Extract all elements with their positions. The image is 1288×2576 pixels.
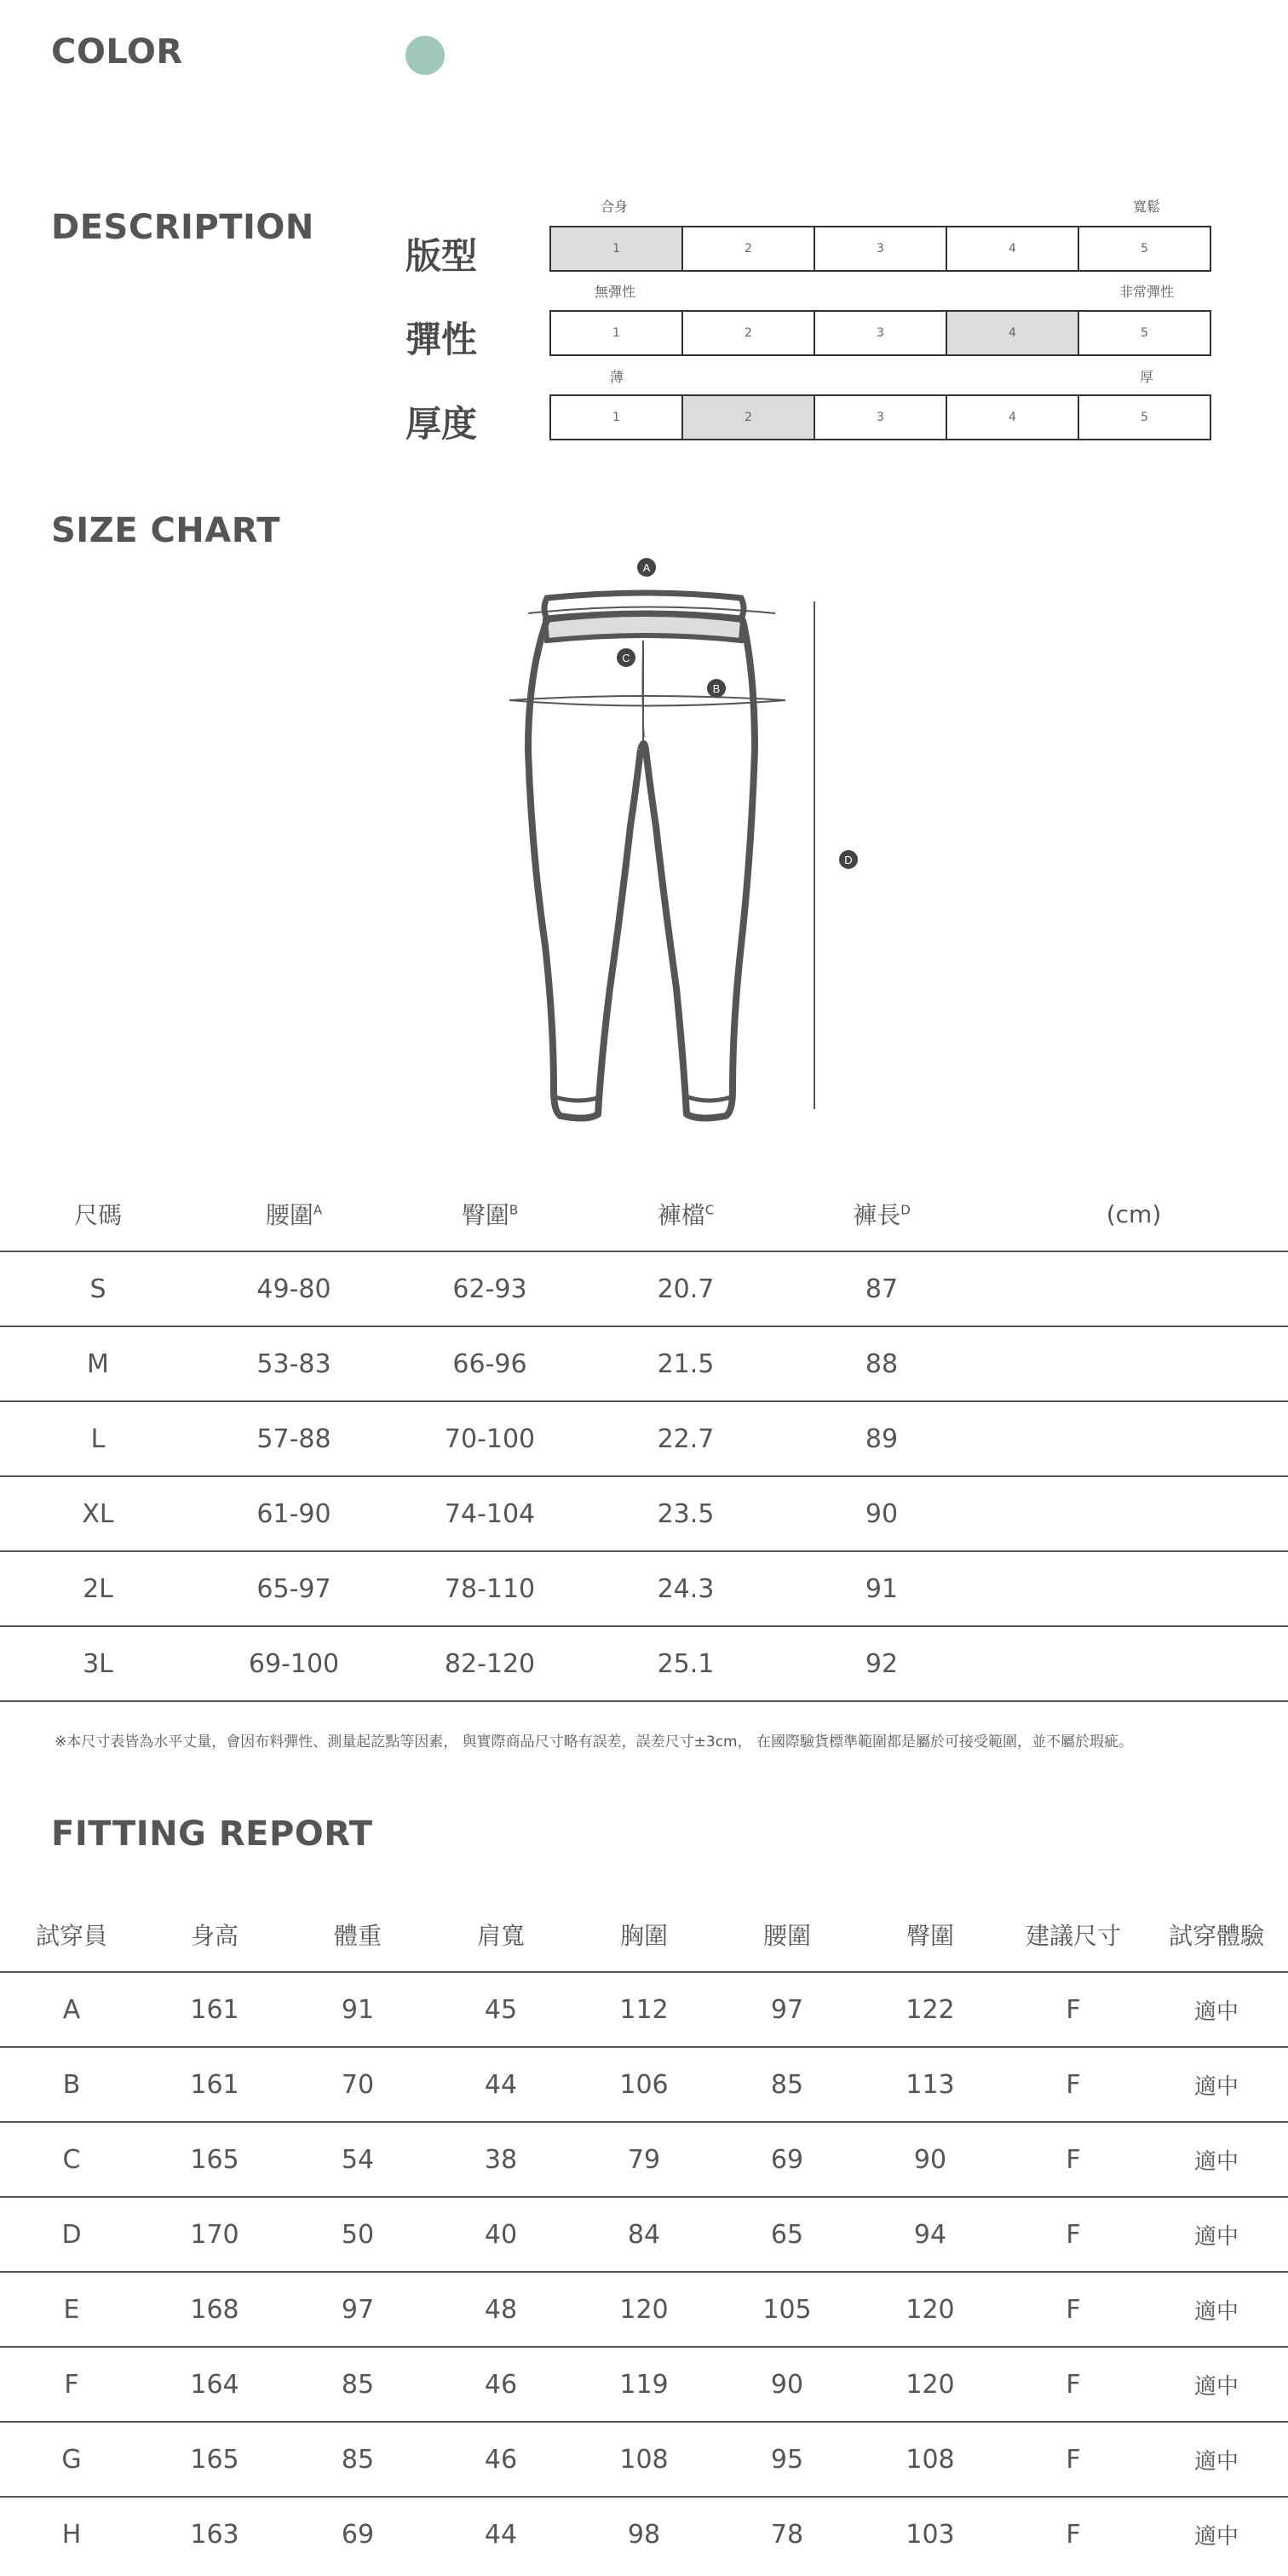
size-cell: 70-100 [444,1423,536,1454]
fitting-header-cell: 建議尺寸 [1025,1922,1121,1950]
fitting-cell: 79 [627,2144,661,2175]
fitting-cell: 105 [762,2294,812,2325]
size-cell: 65-97 [256,1573,331,1604]
size-table-header [0,1177,1288,1251]
marker-c [617,648,635,667]
fitting-cell: G [61,2444,82,2475]
fitting-cell: B [62,2069,81,2100]
fitting-cell: 113 [906,2069,955,2100]
fitting-cell: 適中 [1193,2148,1239,2175]
elasticity-left-caption: 無彈性 [595,284,636,300]
fitting-cell: 85 [341,2444,375,2475]
size-cell: 66-96 [452,1348,527,1379]
fitting-cell: 84 [627,2219,661,2250]
fitting-cell: 適中 [1193,2448,1239,2475]
fitting-cell: 適中 [1193,2298,1239,2325]
size-cell: 62-93 [452,1274,527,1304]
fitting-cell: 85 [341,2369,375,2400]
scale-step: 2 [683,227,815,270]
fitting-cell: 120 [619,2294,669,2325]
size-cell: 23.5 [657,1498,715,1529]
description-title: DESCRIPTION [51,208,314,247]
marker-b [707,679,726,698]
table-row [0,1325,1288,1400]
fitting-cell: 108 [619,2444,669,2475]
fitting-header-cell: 胸圍 [619,1922,668,1950]
hip-measure-line-back [509,700,785,706]
fitting-cell: 97 [770,1994,804,2025]
fitting-cell: 94 [913,2219,947,2250]
fitting-cell: 120 [906,2294,955,2325]
scale-step: 4 [947,312,1079,354]
fitting-cell: 65 [770,2219,804,2250]
size-cell: 22.7 [657,1423,715,1454]
size-cell: L [90,1423,106,1454]
fitting-cell: A [62,1994,81,2025]
scale-step: 1 [551,312,683,354]
scale-step: 5 [1141,411,1148,424]
size-header-cell: 褲檔$^C$ [657,1201,715,1229]
fitting-header-cell: 身高 [190,1922,239,1950]
elasticity-right-caption: 非常彈性 [1119,284,1175,300]
fit-left-caption: 合身 [601,198,629,215]
table-row [0,1625,1288,1702]
fitting-cell: 163 [190,2519,239,2550]
table-row [0,2496,1288,2571]
size-cell: 74-104 [444,1498,536,1529]
fitting-cell: 161 [190,1994,239,2025]
size-cell: 92 [865,1648,899,1679]
fitting-cell: F [1066,2069,1081,2100]
fitting-cell: 119 [619,2369,669,2400]
fitting-cell: F [1066,2144,1081,2175]
fitting-cell: 164 [190,2369,239,2400]
fitting-cell: 40 [484,2219,518,2250]
scale-step: 3 [815,227,947,270]
size-cell: 82-120 [444,1648,536,1679]
thickness-right-caption: 厚 [1140,369,1154,385]
fitting-cell: 54 [341,2144,375,2175]
fit-label: 版型 [405,235,478,277]
fitting-cell: 112 [619,1994,669,2025]
table-row [0,1400,1288,1475]
fitting-cell: 85 [770,2069,804,2100]
fitting-cell: 91 [341,1994,375,2025]
marker-d [839,850,858,869]
fitting-cell: H [61,2519,82,2550]
svg-text:D: D [844,854,853,866]
size-header-cell: (cm) [1106,1199,1162,1228]
fitting-cell: 50 [341,2219,375,2250]
fit-scale [549,226,1211,272]
fitting-cell: 108 [906,2444,955,2475]
fitting-header-cell: 臀圍 [906,1922,954,1950]
table-row [0,1475,1288,1550]
table-row [0,2271,1288,2346]
fitting-cell: 98 [627,2519,661,2550]
fitting-cell: 161 [190,2069,239,2100]
fitting-cell: 95 [770,2444,804,2475]
scale-step: 3 [815,396,947,439]
fitting-cell: 適中 [1193,1998,1239,2025]
fitting-cell: F [1066,2519,1081,2550]
size-header-cell: 腰圍$^A$ [265,1201,323,1229]
table-row [0,2421,1288,2496]
fitting-cell: 69 [770,2144,804,2175]
fitting-cell: 122 [906,1994,955,2025]
fitting-cell: 78 [770,2519,804,2550]
table-row [0,1971,1288,2046]
marker-a [637,558,656,577]
fitting-cell: 46 [484,2444,518,2475]
fitting-cell: 170 [190,2219,239,2250]
size-cell: S [89,1274,106,1304]
table-row [0,1251,1288,1325]
size-header-cell: 臀圍$^B$ [461,1201,519,1229]
scale-step: 5 [1141,326,1148,340]
svg-text:C: C [622,652,630,664]
size-chart-title: SIZE CHART [51,511,281,550]
size-cell: 20.7 [657,1274,715,1304]
svg-text:B: B [712,682,721,695]
svg-text:A: A [642,561,651,574]
thickness-label: 厚度 [405,403,478,445]
fitting-cell: 97 [341,2294,375,2325]
scale-step: 1 [551,396,683,439]
left-leg-outline [528,620,641,1118]
fitting-cell: 38 [484,2144,518,2175]
table-row [0,1550,1288,1625]
fitting-header-cell: 體重 [333,1922,382,1950]
fitting-header-cell: 肩寬 [476,1922,525,1950]
scale-step: 2 [683,312,815,354]
table-row [0,2046,1288,2121]
size-cell: 87 [865,1274,899,1304]
fitting-cell: 45 [484,1994,518,2025]
size-cell: 24.3 [657,1573,715,1604]
scale-step: 5 [1141,242,1148,256]
size-cell: 61-90 [256,1498,331,1529]
fitting-report-title: FITTING REPORT [51,1814,373,1854]
thickness-scale [549,394,1211,440]
size-cell: 88 [865,1348,899,1379]
size-note: ※本尺寸表皆為水平丈量，會因布料彈性、測量起訖點等因素， 與實際商品尺寸略有誤差，誤差尺寸±3cm， 在國際驗貨標準範圍都是屬於可接受範圍，並不屬於瑕疵。 [55,1734,1134,1751]
fitting-cell: 106 [619,2069,669,2100]
fitting-cell: 168 [190,2294,239,2325]
fitting-cell: 適中 [1193,2223,1239,2250]
size-cell: 90 [865,1498,899,1529]
size-cell: 53-83 [256,1348,331,1379]
fitting-cell: 適中 [1193,2523,1239,2550]
right-leg-outline [641,620,755,1118]
color-title: COLOR [51,32,183,72]
fitting-table [0,1898,1288,2571]
size-cell: 25.1 [657,1648,715,1679]
hip-measure-line [509,696,785,700]
color-swatch[interactable] [405,36,445,75]
fitting-cell: C [62,2144,81,2175]
fitting-cell: 90 [770,2369,804,2400]
size-cell: 3L [83,1648,113,1679]
fitting-cell: F [1066,1994,1081,2025]
fitting-table-header [0,1898,1288,1971]
table-row [0,2346,1288,2421]
scale-step: 1 [551,227,683,270]
scale-step: 2 [683,396,815,439]
fitting-cell: 48 [484,2294,518,2325]
fitting-cell: 46 [484,2369,518,2400]
fitting-cell: 165 [190,2444,239,2475]
size-cell: 69-100 [248,1648,340,1679]
elasticity-scale [549,310,1211,356]
size-cell: XL [82,1498,114,1529]
fitting-cell: 165 [190,2144,239,2175]
fitting-cell: 69 [341,2519,375,2550]
size-table [0,1177,1288,1702]
size-header-cell: 褲長$^D$ [853,1201,911,1229]
thickness-left-caption: 薄 [610,369,624,385]
fitting-cell: 120 [906,2369,955,2400]
size-cell: 78-110 [444,1573,536,1604]
fitting-cell: 90 [913,2144,947,2175]
fitting-cell: F [1066,2219,1081,2250]
fitting-cell: 適中 [1193,2073,1239,2100]
elasticity-label: 彈性 [405,319,478,360]
fitting-cell: 適中 [1193,2373,1239,2400]
fitting-cell: 44 [484,2519,518,2550]
size-cell: 49-80 [256,1274,331,1304]
size-cell: 89 [865,1423,899,1454]
fitting-header-cell: 試穿員 [35,1922,107,1950]
fitting-cell: F [64,2369,79,2400]
fitting-header-cell: 腰圍 [762,1922,811,1950]
fitting-cell: 103 [906,2519,955,2550]
fitting-cell: D [61,2219,82,2250]
scale-step: 4 [947,396,1079,439]
size-cell: 57-88 [256,1423,331,1454]
fitting-cell: 44 [484,2069,518,2100]
fit-right-caption: 寬鬆 [1133,198,1161,215]
table-row [0,2121,1288,2196]
waistband-band [545,614,743,641]
fitting-header-cell: 試穿體驗 [1168,1922,1264,1950]
scale-step: 4 [947,227,1079,270]
size-cell: M [87,1348,109,1379]
leggings-diagram [494,545,886,1141]
fitting-cell: F [1066,2369,1081,2400]
table-row [0,2196,1288,2271]
size-cell: 21.5 [657,1348,715,1379]
size-header-cell: 尺碼 [73,1201,122,1229]
size-cell: 2L [83,1573,113,1604]
fitting-cell: 70 [341,2069,375,2100]
scale-step: 3 [815,312,947,354]
fitting-cell: F [1066,2444,1081,2475]
fitting-cell: F [1066,2294,1081,2325]
fitting-cell: E [63,2294,80,2325]
size-cell: 91 [865,1573,899,1604]
